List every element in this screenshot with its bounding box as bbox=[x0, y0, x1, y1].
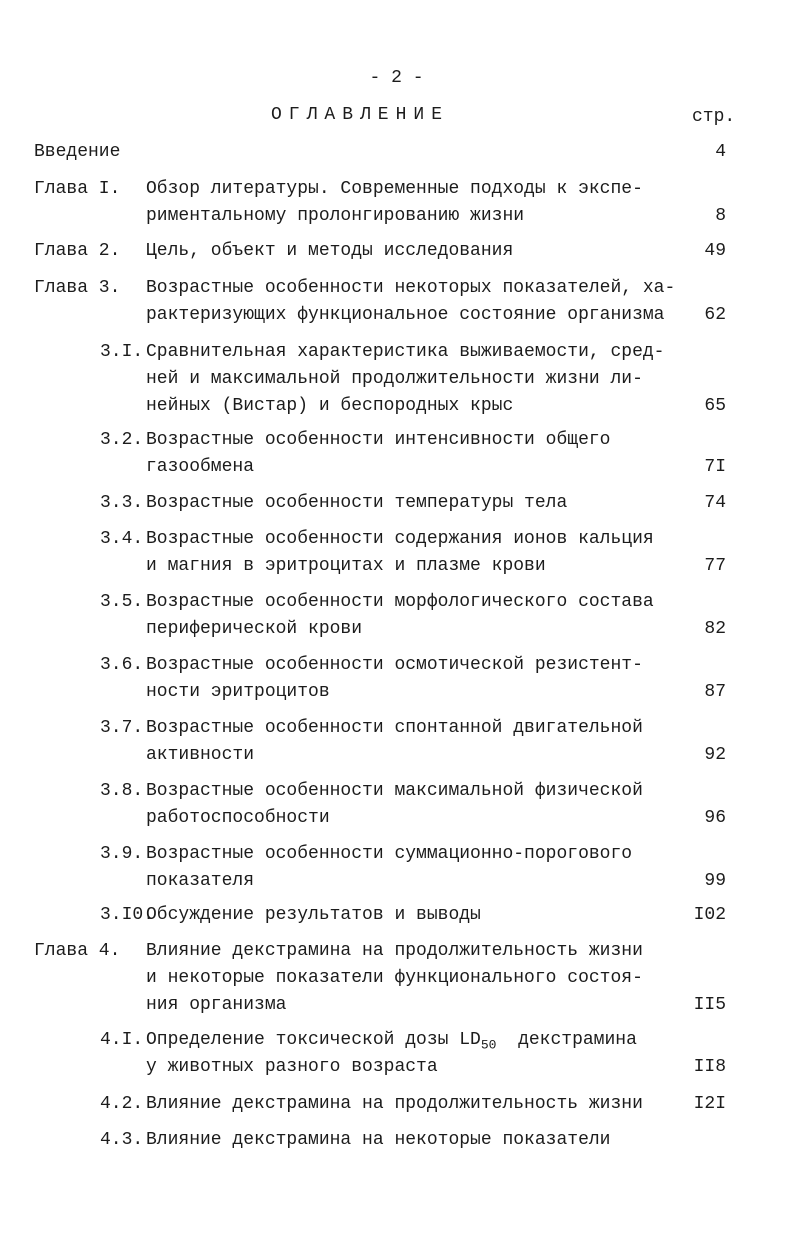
toc-entry-text: у животных разного возраста bbox=[146, 1057, 438, 1077]
toc-entry-label: 4.I. bbox=[100, 1030, 144, 1050]
toc-entry-label: 3.5. bbox=[100, 592, 144, 612]
toc-page-number: 74 bbox=[704, 493, 726, 513]
toc-entry-text: периферической крови bbox=[146, 619, 363, 639]
toc-entry-text: Обсуждение результатов и выводы bbox=[146, 905, 481, 925]
toc-page-number: 7I bbox=[704, 457, 726, 477]
toc-entry-text: Цель, объект и методы исследования bbox=[146, 241, 514, 261]
toc-entry-label: 3.8. bbox=[100, 781, 144, 801]
toc-entry-label: 3.I0. bbox=[100, 905, 155, 925]
toc-entry-text: газообмена bbox=[146, 457, 255, 477]
toc-entry-text: Влияние декстрамина на некоторые показатели bbox=[146, 1130, 611, 1150]
toc-page-number: 82 bbox=[704, 619, 726, 639]
toc-page-number: II5 bbox=[693, 995, 726, 1015]
toc-entry-text: Возрастные особенности интенсивности общего bbox=[146, 430, 611, 450]
toc-entry-label: 3.2. bbox=[100, 430, 144, 450]
toc-entry-label: 3.9. bbox=[100, 844, 144, 864]
toc-entry-label: 3.6. bbox=[100, 655, 144, 675]
toc-page-number: 65 bbox=[704, 396, 726, 416]
toc-entry-text: Возрастные особенности содержания ионов кальция bbox=[146, 529, 654, 549]
toc-entry-label: Глава 2. bbox=[34, 241, 121, 261]
toc-entry-label: 4.3. bbox=[100, 1130, 144, 1150]
toc-entry-text: Возрастные особенности максимальной физической bbox=[146, 781, 643, 801]
toc-entry-label: Глава 3. bbox=[34, 278, 121, 298]
toc-entry-text: Определение токсической дозы $LD_{50}$ декстрамина bbox=[146, 1030, 637, 1053]
toc-entry-text: Возрастные особенности спонтанной двигательной bbox=[146, 718, 643, 738]
toc-entry-text: Обзор литературы. Современные подходы к экспе- bbox=[146, 179, 643, 199]
toc-page-number: I02 bbox=[693, 905, 726, 925]
toc-entry-text: ней и максимальной продолжительности жизни ли- bbox=[146, 369, 643, 389]
toc-entry-text: Возрастные особенности некоторых показателей, ха- bbox=[146, 278, 676, 298]
toc-entry-text: риментальному пролонгированию жизни bbox=[146, 206, 525, 226]
toc-entry-text: нейных (Вистар) и беспородных крыс bbox=[146, 396, 514, 416]
toc-entry-label: Введение bbox=[34, 142, 121, 162]
toc-page-number: 77 bbox=[704, 556, 726, 576]
toc-page-number: 99 bbox=[704, 871, 726, 891]
toc-entry-text: Возрастные особенности суммационно-порогового bbox=[146, 844, 633, 864]
toc-entry-text: ния организма bbox=[146, 995, 287, 1015]
toc-entry-label: 4.2. bbox=[100, 1094, 144, 1114]
toc-entry-label: 3.7. bbox=[100, 718, 144, 738]
toc-entry-text: Сравнительная характеристика выживаемости, сред- bbox=[146, 342, 665, 362]
toc-page-number: II8 bbox=[693, 1057, 726, 1077]
toc-entry-text: работоспособности bbox=[146, 808, 330, 828]
toc-entry-text: рактеризующих функциональное состояние организма bbox=[146, 305, 665, 325]
toc-page-number: 8 bbox=[715, 206, 726, 226]
toc-page-number: 62 bbox=[704, 305, 726, 325]
toc-page-number: 49 bbox=[704, 241, 726, 261]
toc-entry-text: Возрастные особенности осмотической резистент- bbox=[146, 655, 643, 675]
page-number: - 2 - bbox=[369, 68, 424, 88]
toc-page-number: 92 bbox=[704, 745, 726, 765]
toc-entry-text: и некоторые показатели функционального состоя- bbox=[146, 968, 643, 988]
toc-entry-label: Глава 4. bbox=[34, 941, 121, 961]
toc-entry-text: ности эритроцитов bbox=[146, 682, 330, 702]
toc-page-number: 87 bbox=[704, 682, 726, 702]
toc-entry-label: 3.3. bbox=[100, 493, 144, 513]
toc-entry-text: Влияние декстрамина на продолжительность жизни bbox=[146, 941, 643, 961]
toc-entry-text: Возрастные особенности температуры тела bbox=[146, 493, 568, 513]
page-title: ОГЛАВЛЕНИЕ bbox=[270, 105, 450, 125]
pages-column-label: стр. bbox=[692, 107, 736, 127]
toc-entry-label: 3.4. bbox=[100, 529, 144, 549]
toc-page-number: 96 bbox=[704, 808, 726, 828]
toc-entry-text: и магния в эритроцитах и плазме крови bbox=[146, 556, 546, 576]
toc-entry-text: Влияние декстрамина на продолжительность жизни bbox=[146, 1094, 643, 1114]
toc-page-number: 4 bbox=[715, 142, 726, 162]
toc-entry-text: Возрастные особенности морфологического состава bbox=[146, 592, 654, 612]
toc-entry-label: Глава I. bbox=[34, 179, 121, 199]
toc-entry-label: 3.I. bbox=[100, 342, 144, 362]
toc-page-number: I2I bbox=[693, 1094, 726, 1114]
toc-entry-text: активности bbox=[146, 745, 255, 765]
toc-entry-text: показателя bbox=[146, 871, 255, 891]
